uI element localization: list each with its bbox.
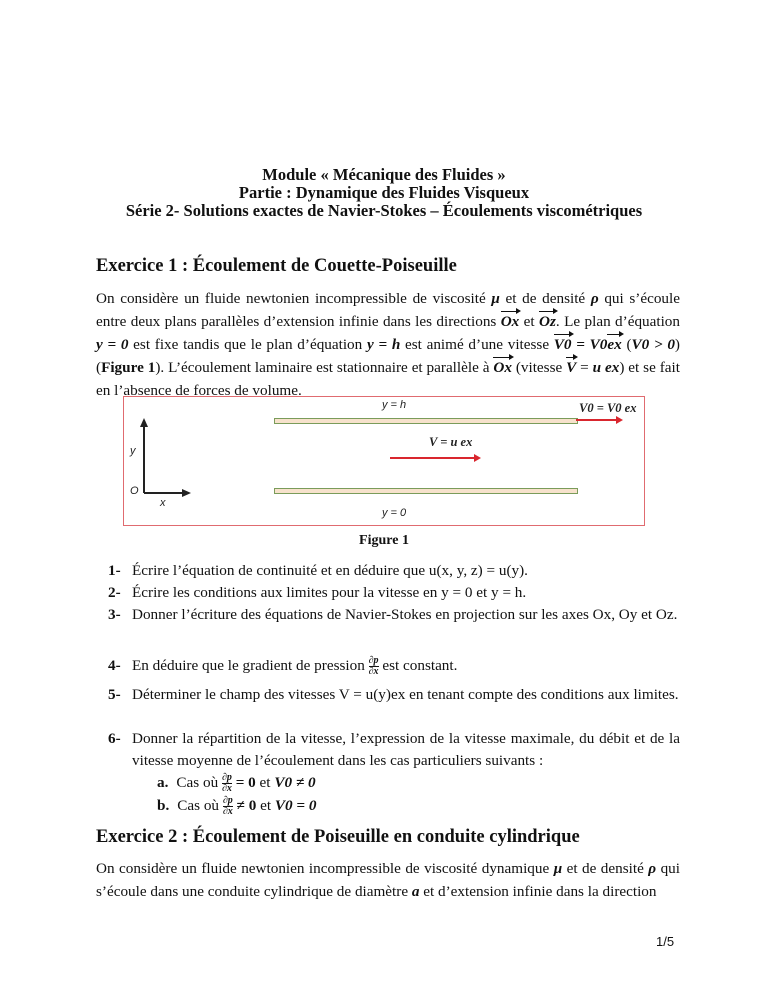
figure-1-diagram	[123, 396, 645, 526]
figure-reference: Figure 1	[101, 359, 156, 376]
part-title: Partie : Dynamique des Fluides Visqueux	[238, 183, 530, 202]
question-number: 3-	[108, 606, 121, 623]
exercise-2-heading: Exercice 2 : Écoulement de Poiseuille en conduite cylindrique	[96, 827, 580, 847]
label-v0: V0 = V0 ex	[579, 401, 637, 415]
text: (vitesse	[511, 359, 567, 376]
fraction-denominator: ∂x	[221, 783, 232, 795]
question-text: Écrire l’équation de continuité et en déduire que u(x, y, z) = u(y).	[132, 562, 528, 579]
text: qui s’écoule dans une conduite cylindrique de diamètre	[96, 860, 680, 900]
text: et d’extension infinie dans la direction	[419, 883, 657, 900]
text: =	[576, 359, 593, 376]
vector-ox: Ox	[493, 356, 512, 379]
math-rho: ρ	[590, 290, 599, 307]
text: et de densité	[499, 290, 591, 307]
v0-arrow-icon	[576, 415, 624, 425]
text: On considère un fluide newtonien incompressible de viscosité dynamique	[96, 860, 554, 877]
text: En déduire que le gradient de pression	[132, 657, 369, 674]
math-diameter-a: a	[411, 883, 420, 900]
text: et	[256, 797, 275, 814]
question-text	[132, 655, 680, 677]
question-text: Déterminer le champ des vitesses V = u(y)ex en tenant compte des conditions aux limites.	[132, 686, 679, 703]
text: est fixe tandis que le plan d’équation	[128, 336, 367, 353]
text: ). L’écoulement laminaire est stationnaire et parallèle à	[155, 359, 494, 376]
vector-ox: Ox	[501, 310, 520, 333]
axis-label-y: y	[130, 445, 136, 457]
math-mu: μ	[491, 290, 500, 307]
condition: V0 = 0	[274, 797, 317, 814]
partial-derivative-fraction	[369, 656, 379, 677]
figure-1-caption: Figure 1	[359, 533, 409, 548]
text: ) et se fait en l’absence de forces de volume.	[96, 359, 680, 399]
math-y0: y = 0	[96, 336, 129, 353]
subcase-b	[157, 795, 316, 817]
condition: ≠ 0	[232, 797, 257, 814]
condition: = 0	[231, 774, 256, 791]
subcase-a	[157, 772, 316, 794]
math-rho: ρ	[648, 860, 657, 877]
text: (	[626, 336, 632, 353]
page-number: 1/5	[656, 934, 675, 949]
fraction-denominator: ∂x	[368, 666, 379, 678]
text: et	[519, 313, 540, 330]
question-3	[108, 604, 680, 626]
question-number: 4-	[108, 657, 121, 674]
text: Cas où	[176, 774, 222, 791]
question-text: Donner la répartition de la vitesse, l’expression de la vitesse maximale, du débit et de la vitesse moyenne de l’écoulement dans les cas particuliers suivants :	[132, 730, 680, 769]
text: et	[255, 774, 275, 791]
math-mu: μ	[553, 860, 563, 877]
fraction-numerator: ∂p	[368, 655, 379, 667]
question-text: Donner l’écriture des équations de Navier-Stokes en projection sur les axes Ox, Oy et Oz.	[132, 606, 678, 623]
condition: V0 ≠ 0	[274, 774, 316, 791]
fraction-numerator: ∂p	[222, 795, 233, 807]
text: et de densité	[562, 860, 649, 877]
axis-label-x: x	[160, 497, 166, 509]
math-v0: = V0	[571, 336, 608, 353]
question-2	[108, 582, 680, 604]
text: est animé d’une vitesse	[400, 336, 554, 353]
vector-ex: ex	[607, 333, 621, 356]
label-velocity: V = u ex	[429, 435, 473, 449]
subcase-letter: a.	[157, 774, 169, 791]
partial-derivative-fraction	[222, 773, 232, 794]
question-4	[108, 655, 680, 677]
coordinate-axes-icon	[134, 417, 194, 497]
math-v0-positive: V0 > 0	[631, 336, 675, 353]
question-number: 2-	[108, 584, 121, 601]
velocity-arrow-icon	[390, 453, 482, 463]
fraction-numerator: ∂p	[221, 772, 232, 784]
lower-fixed-plate	[274, 488, 578, 494]
text: On considère un fluide newtonien incompressible de viscosité	[96, 290, 492, 307]
text: est constant.	[378, 657, 458, 674]
text: . Le plan d’équation	[555, 313, 680, 330]
origin-label: O	[130, 485, 139, 497]
subcase-letter: b.	[157, 797, 170, 814]
label-y-equals-h: y = h	[382, 399, 407, 411]
text: qui s’écoule entre deux plans parallèles d’extension infinie dans les directions	[96, 290, 680, 330]
fraction-denominator: ∂x	[222, 806, 233, 818]
question-6	[108, 728, 680, 772]
question-1	[108, 560, 680, 582]
text: Cas où	[177, 797, 223, 814]
vector-v0: V0	[554, 333, 572, 356]
question-number: 5-	[108, 686, 121, 703]
question-5	[108, 684, 680, 706]
series-title: Série 2- Solutions exactes de Navier-Stokes – Écoulements viscométriques	[125, 201, 643, 220]
vector-v: V	[566, 356, 576, 379]
document-header	[0, 166, 768, 220]
exercise-1-heading: Exercice 1 : Écoulement de Couette-Poiseuille	[96, 256, 457, 276]
math-u-ex: u ex	[592, 359, 620, 376]
question-number: 6-	[108, 730, 121, 747]
question-text: Écrire les conditions aux limites pour la vitesse en y = 0 et y = h.	[132, 584, 527, 601]
vector-oz: Oz	[539, 310, 556, 333]
label-y-equals-0: y = 0	[382, 507, 407, 519]
text: ) (	[96, 336, 680, 376]
exercise-2-intro	[96, 857, 680, 903]
math-yh: y = h	[366, 336, 401, 353]
upper-moving-plate	[274, 418, 578, 424]
question-number: 1-	[108, 562, 121, 579]
exercise-1-intro	[96, 287, 680, 402]
partial-derivative-fraction	[223, 796, 233, 817]
module-title: Module « Mécanique des Fluides »	[262, 165, 506, 184]
